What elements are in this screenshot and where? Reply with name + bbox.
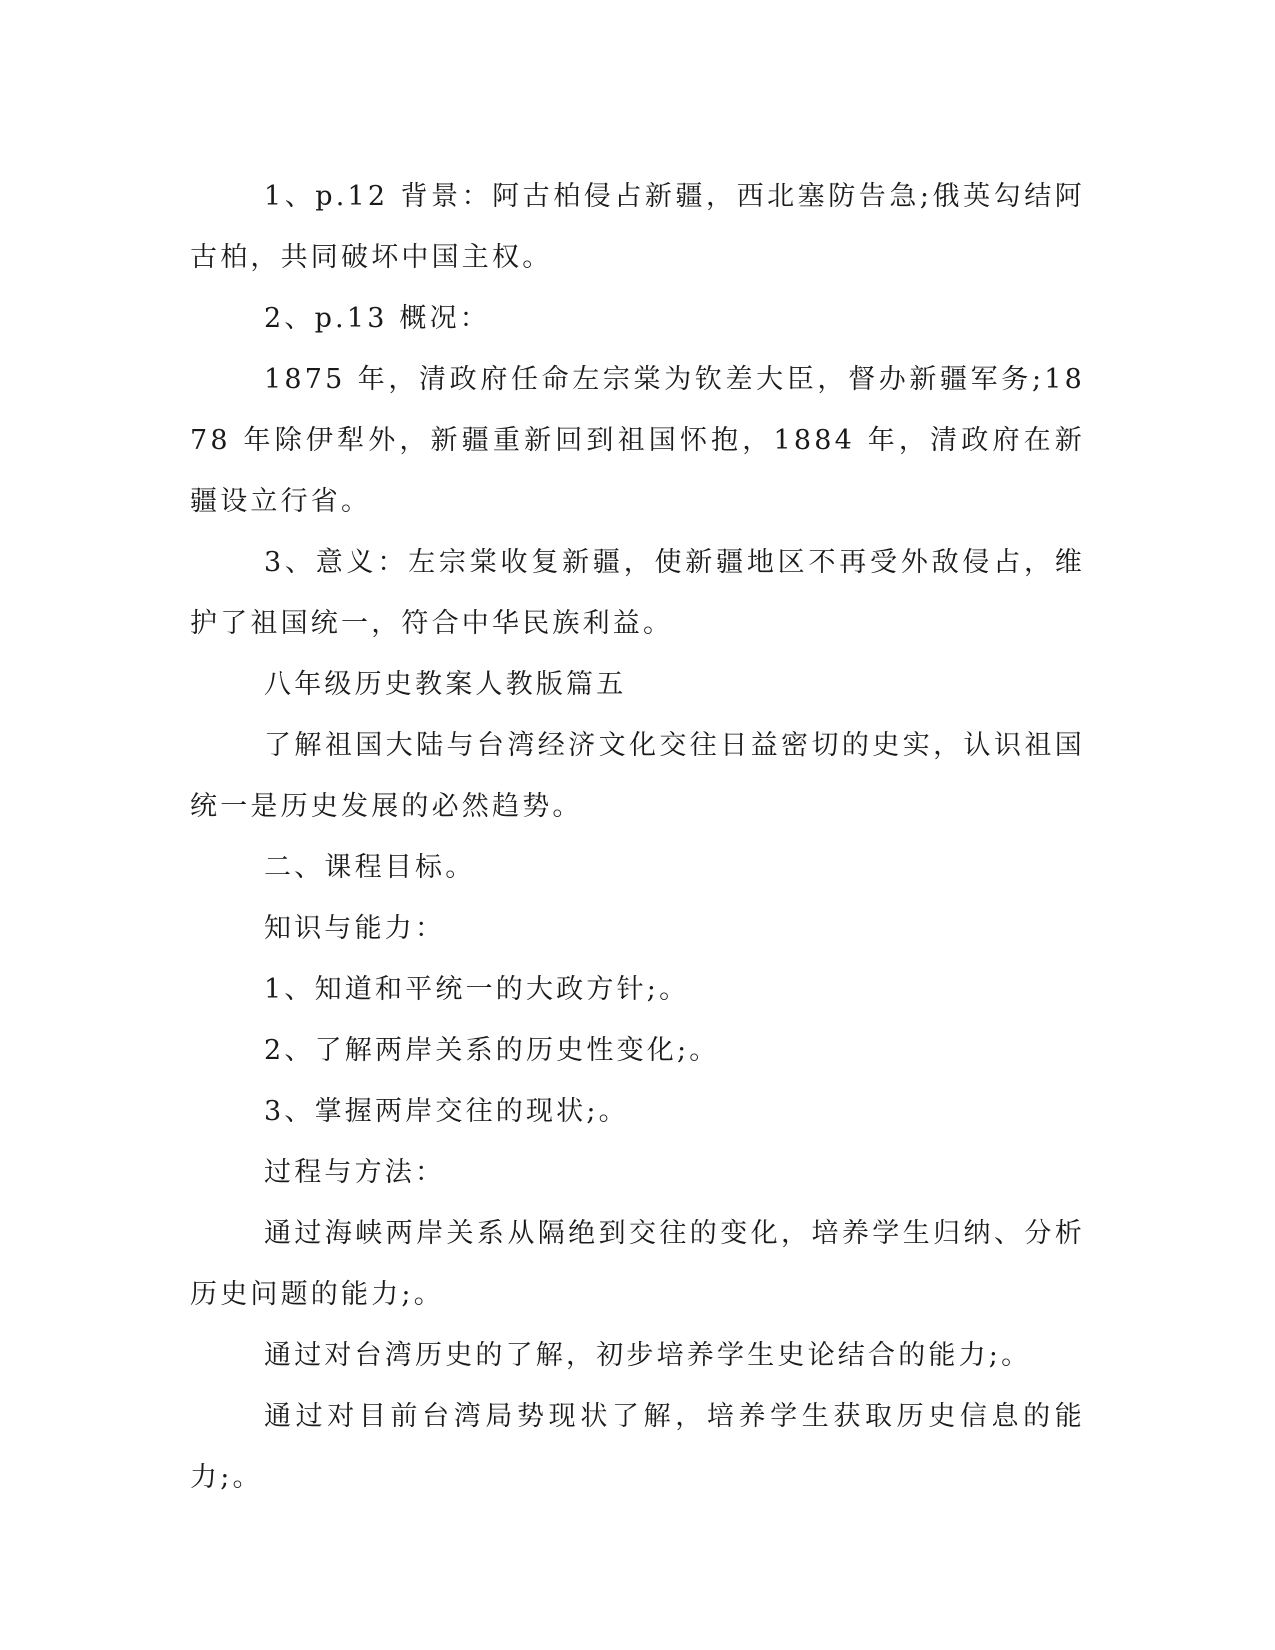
paragraph-method-1: 通过海峡两岸关系从隔绝到交往的变化，培养学生归纳、分析历史问题的能力;。 <box>190 1218 1085 1310</box>
heading-process-method: 过程与方法： <box>264 1157 446 1188</box>
paragraph-method-3: 通过对目前台湾局势现状了解，培养学生获取历史信息的能力;。 <box>190 1401 1085 1493</box>
list-item: 3、掌握两岸交往的现状;。 <box>264 1096 629 1127</box>
document-body <box>190 166 1085 1508</box>
heading-knowledge-ability: 知识与能力： <box>264 913 446 944</box>
paragraph-method-2: 通过对台湾历史的了解，初步培养学生史论结合的能力;。 <box>264 1340 1032 1371</box>
heading-course-goals: 二、课程目标。 <box>264 852 476 883</box>
paragraph-significance: 3、意义：左宗棠收复新疆，使新疆地区不再受外敌侵占，维护了祖国统一，符合中华民族利益。 <box>190 547 1085 639</box>
list-item: 1、知道和平统一的大政方针;。 <box>264 974 690 1005</box>
list-item: 2、了解两岸关系的历史性变化;。 <box>264 1035 720 1066</box>
paragraph-overview: 1875 年，清政府任命左宗棠为钦差大臣，督办新疆军务;1878 年除伊犁外，新疆重新回到祖国怀抱，1884 年，清政府在新疆设立行省。 <box>190 364 1085 517</box>
paragraph-intro: 了解祖国大陆与台湾经济文化交往日益密切的史实，认识祖国统一是历史发展的必然趋势。 <box>190 730 1085 822</box>
section-title: 八年级历史教案人教版篇五 <box>264 669 627 700</box>
paragraph-background: 1、p.12 背景：阿古柏侵占新疆，西北塞防告急;俄英勾结阿古柏，共同破坏中国主权。 <box>190 181 1085 273</box>
paragraph-overview-heading: 2、p.13 概况： <box>264 303 490 334</box>
